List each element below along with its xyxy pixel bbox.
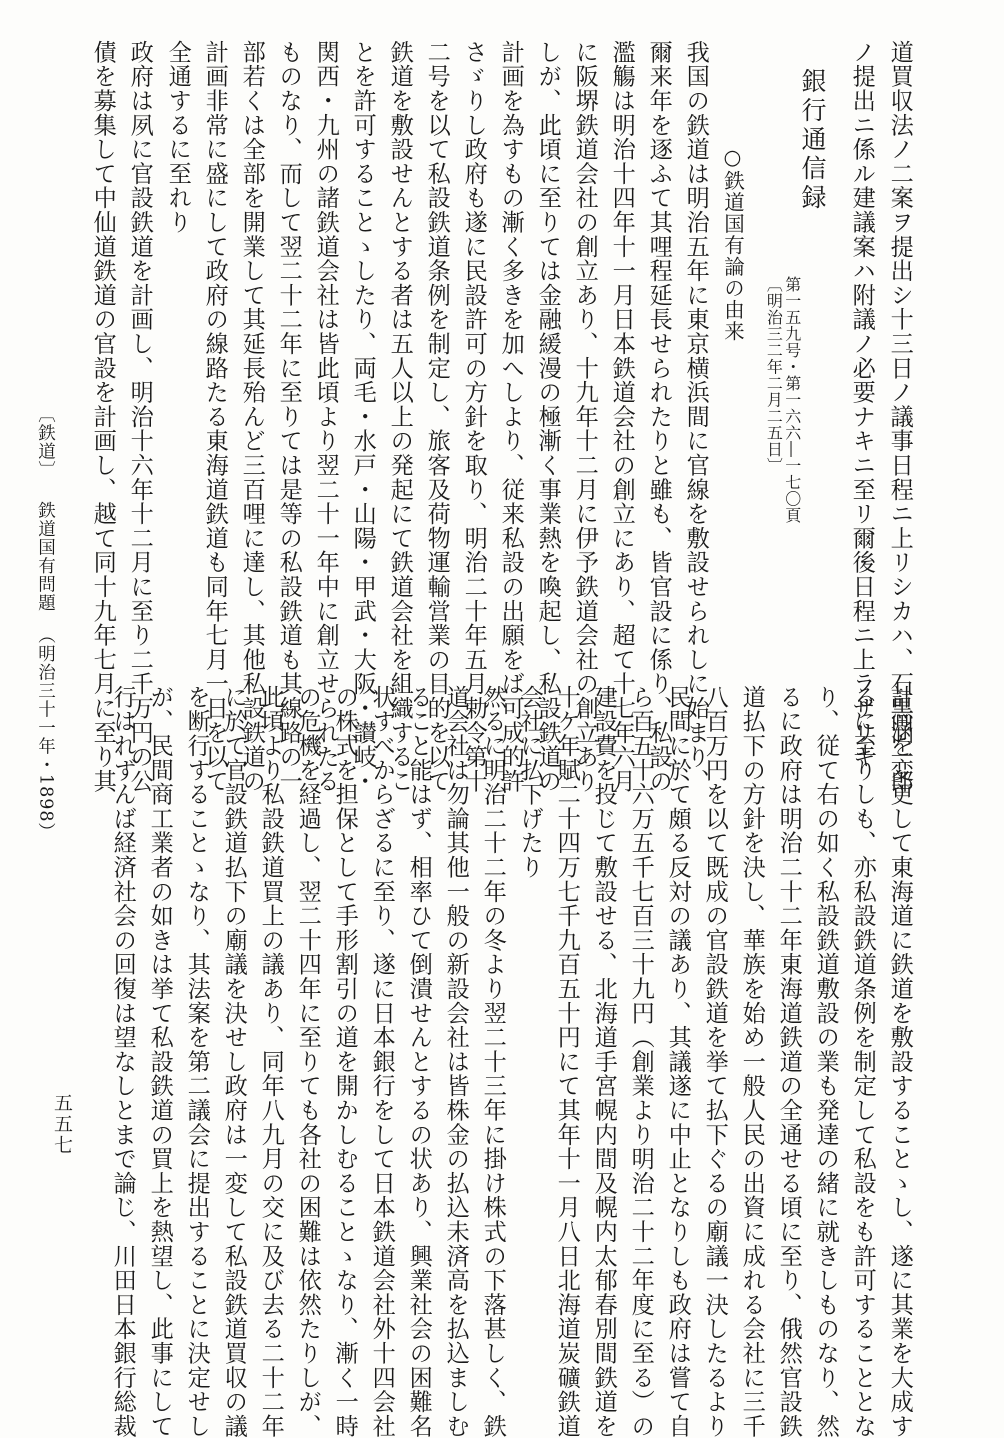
- text-column: り、従て右の如く私設鉄道敷設の業も発達の緒に就きしものなり、然: [812, 685, 840, 1438]
- text-column: 債を募集して中仙道鉄道の官設を計画し、越て同十九年七月に至り其: [89, 40, 117, 794]
- text-column: さゞりし政府も遂に民設許可の方針を取り、明治二十年五月勅令第十: [460, 40, 488, 794]
- text-column: の危機を経過し、翌二十四年に至りても各社の困難は依然たりしが、: [294, 685, 322, 1438]
- header-era: （明治三十一年・1898）: [35, 626, 56, 842]
- text-column: 然るに明治二十二年の冬より翌二十三年に掛け株式の下落甚しく、鉄: [479, 685, 507, 1438]
- text-column: 我国の鉄道は明治五年に東京横浜間に官線を敷設せられしに始まり、: [682, 40, 710, 794]
- text-column: 行はれずんば経済社会の回復は望なしとまで論じ、川田日本銀行総裁: [109, 685, 137, 1438]
- text-column: 爾来年を逐ふて其哩程延長せられたりと雖も、皆官設に係り、私設の: [645, 40, 673, 794]
- text-column: の株式を担保として手形割引の道を開かしむることゝなり、漸く一時: [331, 685, 359, 1438]
- text-column: 建設費を投じて敷設せる、北海道手宮幌内間及幌内太郁春別間鉄道を: [590, 685, 618, 1438]
- text-column: 鉄道を敷設せんとする者は五人以上の発起にて鉄道会社を組織するこ: [386, 40, 414, 794]
- page-number: 五五七: [51, 1093, 73, 1156]
- text-column: 道会社は勿論其他一般の新設会社は皆株金の払込未済高を払込ましむ: [442, 685, 470, 1438]
- text-column: が、民間商工業者の如きは挙て私設鉄道の買上を熱望し、此事にして: [146, 685, 174, 1438]
- text-column: ら百五十六万五千七百三十九円（創業より明治二十二年度に至る）の: [627, 685, 655, 1438]
- text-column: 全通するに至れり: [164, 40, 192, 235]
- source-date: 〔明治三二年二月二五日〕: [764, 276, 784, 474]
- text-column: 此頃より私設鉄道買上の議あり、同年八九月の交に及び去る二十二年: [257, 685, 285, 1438]
- header-category: 〔鉄道〕: [35, 405, 56, 479]
- text-column: しが、此頃に至りては金融緩漫の極漸く事業熱を喚起し、私設鉄道の: [534, 40, 562, 794]
- source-citation: [764, 276, 802, 524]
- text-column: 計画を変更して東海道に鉄道を敷設することゝし、遂に其業を大成す: [886, 685, 914, 1438]
- text-column: に於て官設鉄道払下の廟議を決せし政府は一変して私設鉄道買収の議: [220, 685, 248, 1438]
- text-column: 政府は夙に官設鉄道を計画し、明治十六年十二月に至り二千万円の公: [126, 40, 154, 794]
- text-column: ものなり、而して翌二十二年に至りては是等の私設鉄道も其線路の一: [275, 40, 303, 794]
- text-column: 濫觴は明治十四年十一月日本鉄道会社の創立にあり、超て十七年六月: [608, 40, 636, 794]
- text-column: を断行することゝなり、其法案を第二議会に提出することに決定せし: [183, 685, 211, 1438]
- text-column: るに政府は明治二十二年東海道鉄道の全通せる頃に至り、俄然官設鉄: [775, 685, 803, 1438]
- text-column: 十ケ年賦二十四万七千九百五十円にて其年十一月八日北海道炭礦鉄道: [553, 685, 581, 1438]
- text-column: ノ提出ニ係ル建議案ハ附議ノ必要ナキニ至リ爾後日程ニ上ラザリキ: [848, 40, 876, 769]
- text-column: に阪堺鉄道会社の創立あり、十九年十二月に伊予鉄道会社の創立あり: [571, 40, 599, 794]
- text-column: るに至りしも、亦私設鉄道条例を制定して私設をも許可することとな: [849, 685, 877, 1438]
- article-subheading: ○鉄道国有論の由来: [720, 145, 745, 342]
- text-column: 部若くは全部を開業して其延長殆んど三百哩に達し、其他私設鉄道の: [238, 40, 266, 794]
- header-title: 鉄道国有問題: [35, 501, 56, 612]
- text-column: 関西・九州の諸鉄道会社は皆此頃より翌二十一年中に創立せられたる: [312, 40, 340, 794]
- running-header: [35, 405, 56, 842]
- text-column: 二号を以て私設鉄道条例を制定し、旅客及荷物運輸営業の目的を以て: [423, 40, 451, 794]
- text-column: 計画を為すもの漸く多きを加へしより、従来私設の出願をば可成的許: [497, 40, 525, 794]
- text-column: 状すべからざるに至り、遂に日本銀行をして日本鉄道会社外十四会社: [368, 685, 396, 1438]
- text-column: 計画非常に盛にして政府の線路たる東海道鉄道も同年七月一日を以て: [201, 40, 229, 794]
- text-column: 民間に於て頗る反対の議あり、其議遂に中止となりしも政府は嘗て自: [664, 685, 692, 1438]
- text-column: 八百万円を以て既成の官設鉄道を挙て払下ぐるの廟議一決したるより: [701, 685, 729, 1438]
- text-column: 会社に払下げたり: [516, 685, 544, 880]
- text-column: ること能はず、相率ひて倒潰せんとするの状あり、興業社会の困難名: [405, 685, 433, 1438]
- source-issue-pages: 第一五九号・第一六六―一七〇頁: [782, 276, 802, 524]
- text-column: とを許可することゝしたり、両毛・水戸・山陽・甲武・大阪・讃岐・: [349, 40, 377, 794]
- text-column: 道買収法ノ二案ヲ提出シ十三日ノ議事日程ニ上リシカハ、石黒涵一郎: [886, 40, 914, 794]
- section-heading: 銀行通信録: [798, 68, 827, 213]
- text-column: 道払下の方針を決し、華族を始め一般人民の出資に成れる会社に三千: [738, 685, 766, 1438]
